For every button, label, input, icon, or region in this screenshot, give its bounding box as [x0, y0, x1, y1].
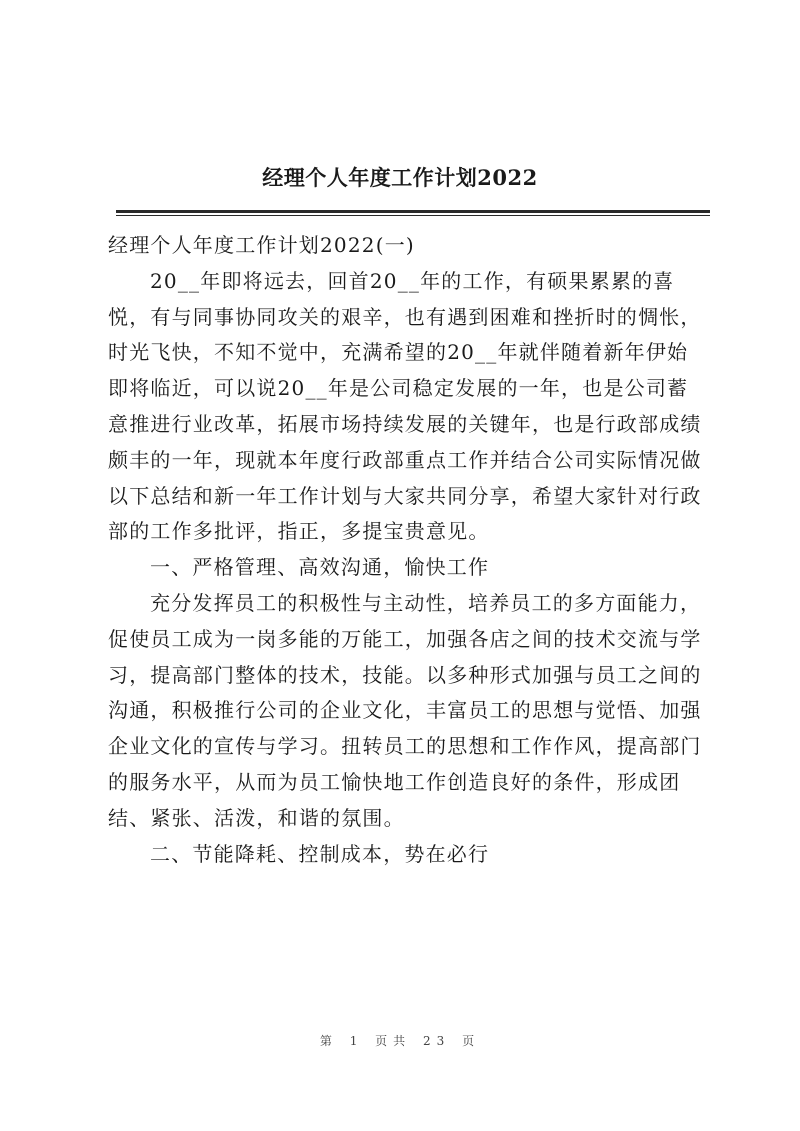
paragraph-line: 习，提高部门整体的技术，技能。以多种形式加强与员工之间的 [108, 662, 702, 687]
subheading-1: 一、严格管理、高效沟通，愉快工作 [150, 555, 490, 580]
footer-total-pages: 23 [423, 1034, 451, 1048]
paragraph-line: 的服务水平，从而为员工愉快地工作创造良好的条件，形成团 [108, 769, 681, 794]
paragraph-line: 20__年即将远去，回首20__年的工作，有硕果累累的喜 [150, 268, 675, 293]
paragraph-line: 结、紧张、活泼，和谐的氛围。 [108, 805, 405, 830]
paragraph-line: 悦，有与同事协同攻关的艰辛，也有遇到困难和挫折时的惆怅， [108, 304, 702, 329]
paragraph-line: 即将临近，可以说20__年是公司稳定发展的一年，也是公司蓄 [108, 376, 689, 401]
document-body [108, 228, 702, 872]
footer-label-pages: 页 [462, 1034, 481, 1048]
paragraph-line: 企业文化的宣传与学习。扭转员工的思想和工作作风，提高部门 [108, 734, 702, 759]
paragraph-line: 促使员工成为一岗多能的万能工，加强各店之间的技术交流与学 [108, 626, 702, 651]
paragraph-line: 部的工作多批评，指正，多提宝贵意见。 [108, 519, 490, 544]
page-footer [0, 1032, 800, 1049]
footer-page-number: 1 [349, 1034, 364, 1048]
title-rule-thin [116, 215, 710, 216]
section-heading: 经理个人年度工作计划2022(一) [108, 233, 415, 257]
footer-label-page: 第 [319, 1034, 338, 1048]
document-title: 经理个人年度工作计划2022 [262, 165, 538, 190]
paragraph-line: 颇丰的一年，现就本年度行政部重点工作并结合公司实际情况做 [108, 447, 702, 472]
paragraph-line: 充分发挥员工的积极性与主动性，培养员工的多方面能力， [150, 590, 702, 615]
paragraph-line: 意推进行业改革，拓展市场持续发展的关键年，也是行政部成绩 [108, 411, 702, 436]
footer-label-of: 页共 [375, 1034, 412, 1048]
paragraph-line: 时光飞快，不知不觉中，充满希望的20__年就伴随着新年伊始 [108, 340, 689, 365]
paragraph-line: 以下总结和新一年工作计划与大家共同分享，希望大家针对行政 [108, 483, 702, 508]
title-rule-thick [116, 210, 710, 213]
paragraph-line: 沟通，积极推行公司的企业文化，丰富员工的思想与觉悟、加强 [108, 698, 702, 723]
subheading-2: 二、节能降耗、控制成本，势在必行 [150, 841, 490, 866]
